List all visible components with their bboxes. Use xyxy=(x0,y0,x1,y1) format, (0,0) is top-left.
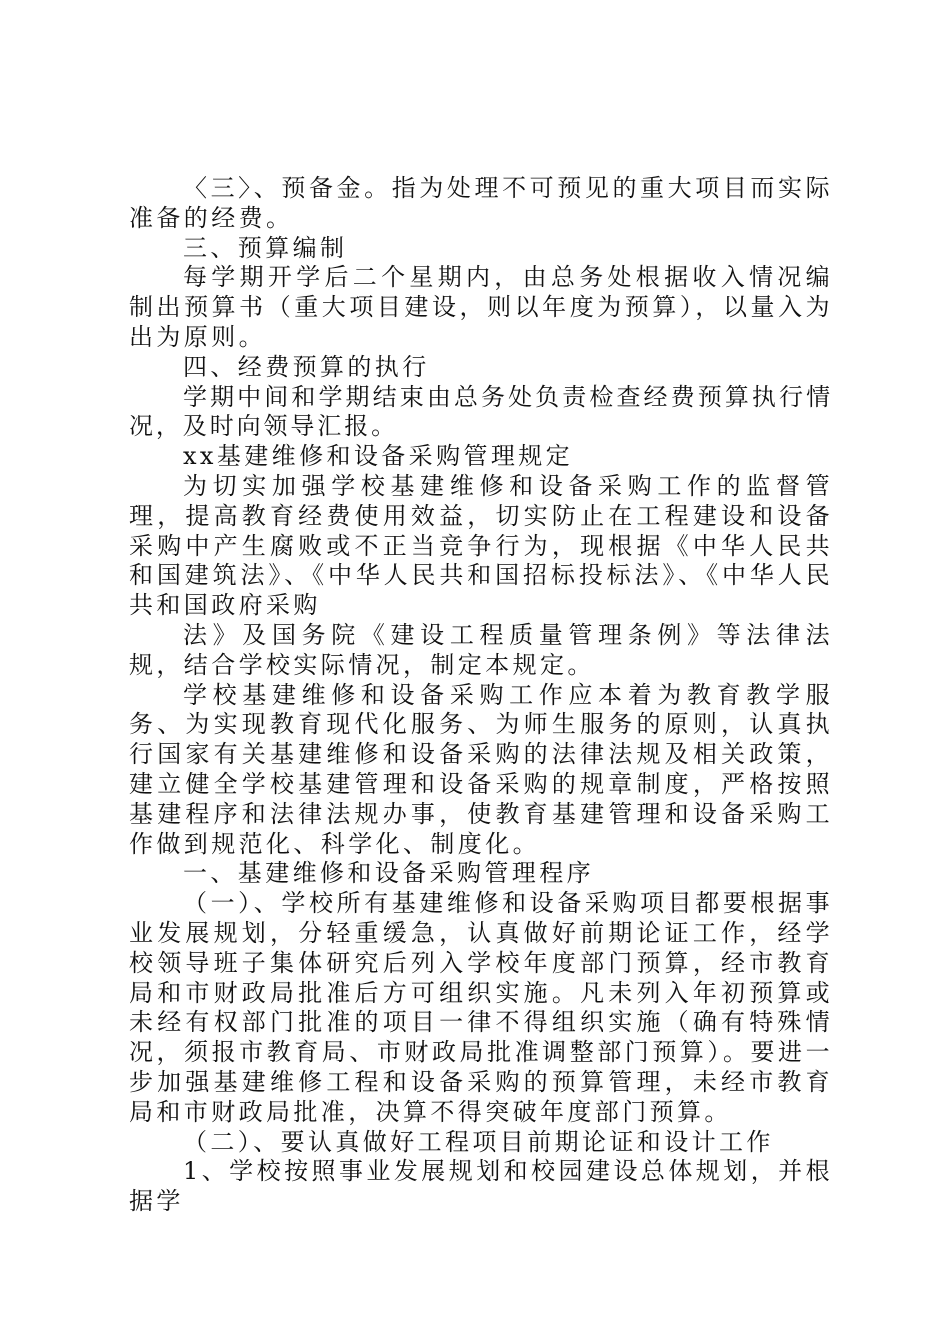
paragraph-budget-preparation: 每学期开学后二个星期内，由总务处根据收入情况编制出预算书（重大项目建设，则以年度为预算），以量入为出为原则。 xyxy=(129,263,833,351)
paragraph-procedure-one: （一）、学校所有基建维修和设备采购项目都要根据事业发展规划，分轻重缓急，认真做好前期论证工作，经学校领导班子集体研究后列入学校年度部门预算，经市教育局和市财政局批准后方可组织实施。凡未列入年初预算或未经有权部门批准的项目一律不得组织实施（确有特殊情况，须报市教育局、市财政局批准调整部门预算）。要进一步加强基建维修工程和设备采购的预算管理，未经市教育局和市财政局批准，决算不得突破年度部门预算。 xyxy=(129,889,833,1126)
paragraph-budget-execution: 学期中间和学期结束由总务处负责检查经费预算执行情况，及时向领导汇报。 xyxy=(129,382,833,441)
heading-management-procedure: 一、基建维修和设备采购管理程序 xyxy=(183,859,594,888)
paragraph-reserve-fund: 〈三〉、预备金。指为处理不可预见的重大项目而实际准备的经费。 xyxy=(129,174,833,232)
heading-budget-preparation: 三、预算编制 xyxy=(183,233,348,262)
document-body xyxy=(129,174,833,1217)
paragraph-regulation-principles: 学校基建维修和设备采购工作应本着为教育教学服务、为实现教育现代化服务、为师生服务的原则，认真执行国家有关基建维修和设备采购的法律法规及相关政策，建立健全学校基建管理和设备采购的规章制度，严格按照基建程序和法律法规办事，使教育基建管理和设备采购工作做到规范化、科学化、制度化。 xyxy=(129,680,833,858)
paragraph-regulation-purpose: 为切实加强学校基建维修和设备采购工作的监督管理，提高教育经费使用效益，切实防止在工程建设和设备采购中产生腐败或不正当竞争行为，现根据《中华人民共和国建筑法》、《中华人民共和国招标投标法》、《中华人民共和国政府采购 xyxy=(129,471,833,620)
heading-procurement-regulation: xx基建维修和设备采购管理规定 xyxy=(183,442,574,471)
paragraph-procedure-two-item-one: 1、学校按照事业发展规划和校园建设总体规划，并根据学 xyxy=(129,1157,833,1216)
heading-budget-execution: 四、经费预算的执行 xyxy=(183,352,430,381)
heading-procedure-two: （二）、要认真做好工程项目前期论证和设计工作 xyxy=(183,1127,774,1156)
paragraph-regulation-basis: 法》及国务院《建设工程质量管理条例》等法律法规，结合学校实际情况，制定本规定。 xyxy=(129,620,833,679)
